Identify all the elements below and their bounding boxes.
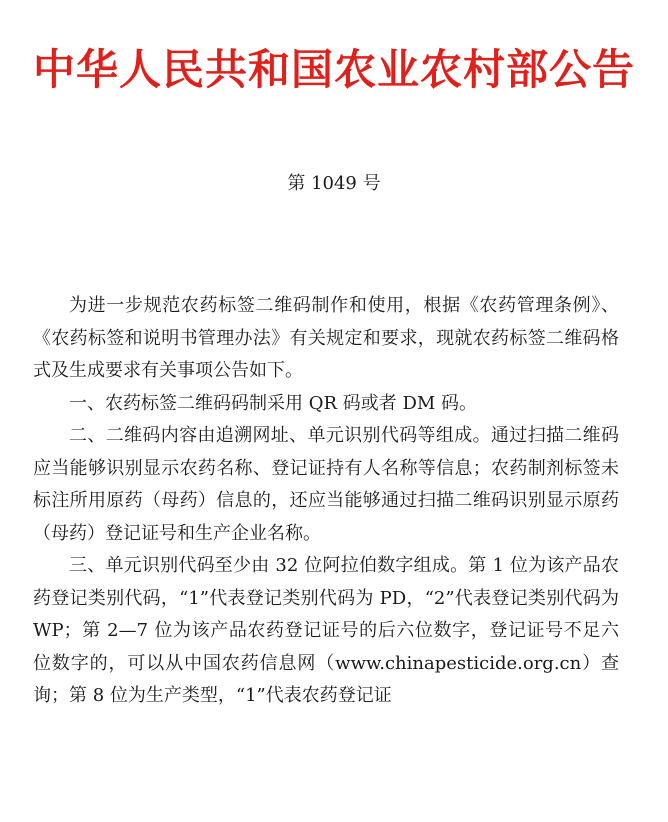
paragraph-item-3: 三、单元识别代码至少由 32 位阿拉伯数字组成。第 1 位为该产品农药登记类别代码，“1”代表登记类别代码为 PD，“2”代表登记类别代码为 WP；第 2—7 位为该产品农药登记证号的后六位数字，登记证号不足六位数字的，可以从中国农药信息网（www.chinapesticide.org.cn）查询；第 8 位为生产类型，“1”代表农药登记证 [33, 555, 619, 706]
announcement-body [33, 290, 619, 713]
paragraph-item-1: 一、农药标签二维码码制采用 QR 码或者 DM 码。 [69, 392, 478, 414]
paragraph-intro: 为进一步规范农药标签二维码制作和使用，根据《农药管理条例》、《农药标签和说明书管理办法》有关规定和要求，现就农药标签二维码格式及生成要求有关事项公告如下。 [33, 295, 619, 381]
paragraph-item-2: 二、二维码内容由追溯网址、单元识别代码等组成。通过扫描二维码应当能够识别显示农药名称、登记证持有人名称等信息；农药制剂标签未标注所用原药（母药）信息的，还应当能够通过扫描二维码识别显示原药（母药）登记证号和生产企业名称。 [33, 425, 619, 544]
announcement-title: 中华人民共和国农业农村部公告 [32, 45, 635, 94]
document-number: 第 1049 号 [287, 173, 381, 194]
